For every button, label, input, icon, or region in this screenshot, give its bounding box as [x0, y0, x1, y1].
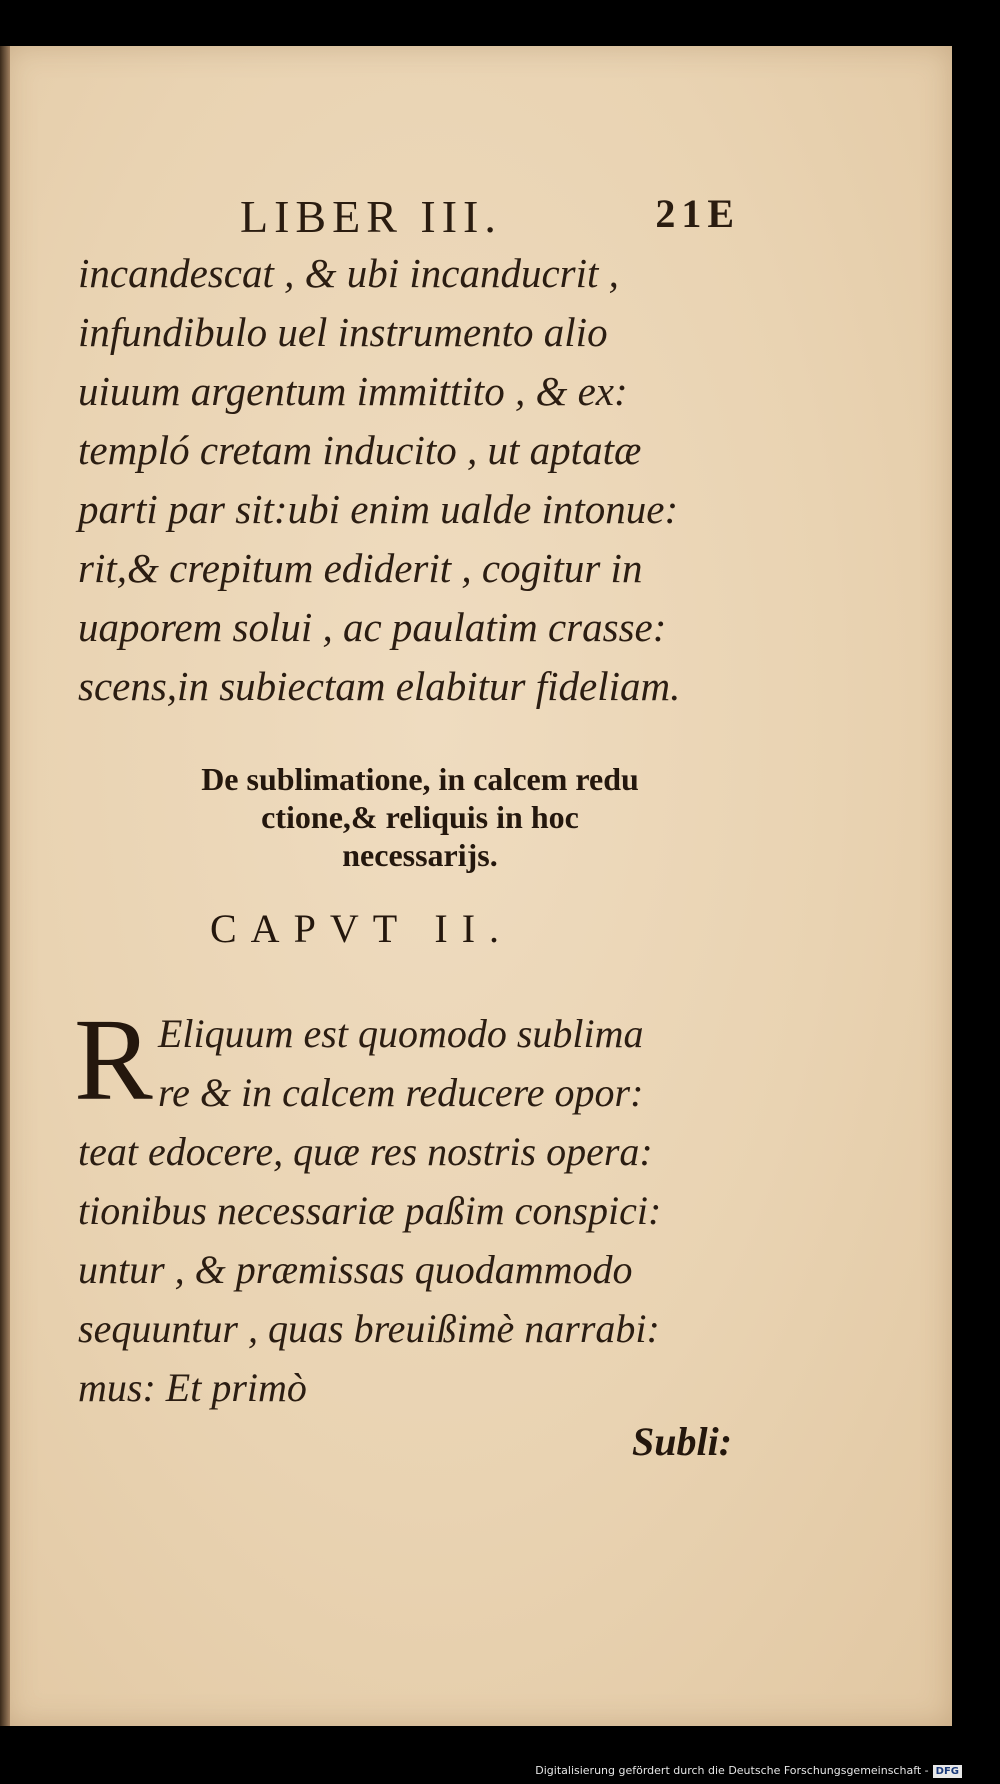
text-line: uaporem solui , ac paulatim crasse:: [78, 604, 667, 650]
text-line: re & in calcem reducere opor:: [158, 1070, 644, 1115]
text-line: rit,& crepitum ediderit , cogitur in: [78, 545, 643, 591]
text-line: Eliquum est quomodo sublima: [158, 1011, 644, 1056]
chapter-title: [100, 760, 740, 874]
page-gutter-edge: [0, 46, 10, 1726]
text-line: scens,in subiectam elabitur fideliam.: [78, 663, 681, 709]
credit-text: Digitalisierung gefördert durch die Deutsche Forschungsgemeinschaft -: [535, 1764, 929, 1777]
body-text-bottom: [78, 1004, 758, 1417]
text-line: parti par sit:ubi enim ualde intonue:: [78, 486, 679, 532]
text-line: mus: Et primò: [78, 1365, 307, 1410]
text-line: incandescat , & ubi incanducrit ,: [78, 250, 619, 296]
dfg-logo: DFG: [933, 1765, 962, 1778]
chapter-title-line: ctione,& reliquis in hoc: [261, 799, 579, 835]
chapter-title-line: De sublimatione, in calcem redu: [201, 761, 639, 797]
body-text-top: [78, 244, 758, 716]
page-number: 21E: [655, 191, 740, 236]
text-line: templó cretam inducito , ut aptatæ: [78, 427, 642, 473]
running-head: [240, 190, 740, 240]
text-line: uiuum argentum immittito , & ex:: [78, 368, 628, 414]
text-line: tionibus necessariæ paßim conspici:: [78, 1188, 662, 1233]
text-line: teat edocere, quæ res nostris opera:: [78, 1129, 653, 1174]
text-line: sequuntur , quas breuißimè narrabi:: [78, 1306, 660, 1351]
chapter-title-line: necessarijs.: [342, 837, 498, 873]
digitization-credit: [535, 1762, 962, 1780]
text-line: untur , & præmissas quodammodo: [78, 1247, 633, 1292]
chapter-number: CAPVT II.: [210, 906, 514, 951]
catchword: Subli:: [632, 1419, 733, 1464]
drop-cap: R: [74, 994, 153, 1125]
text-line: infundibulo uel instrumento alio: [78, 309, 608, 355]
running-head-title: LIBER III.: [240, 191, 502, 242]
